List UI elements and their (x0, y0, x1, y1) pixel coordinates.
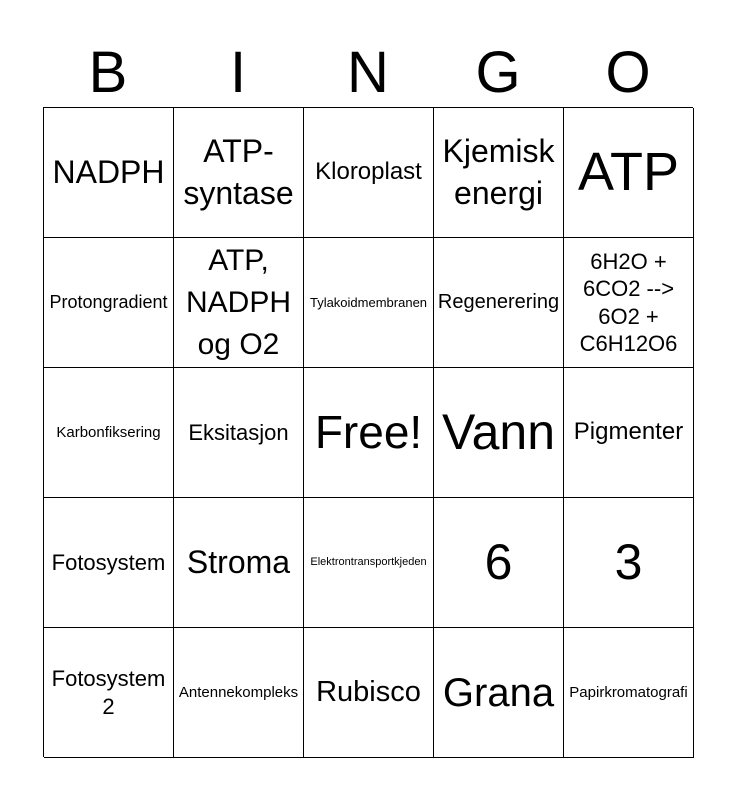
bingo-cell[interactable]: Karbonfiksering (44, 368, 174, 498)
bingo-cell[interactable]: 3 (564, 498, 694, 628)
bingo-cell[interactable]: 6H2O + 6CO2 --> 6O2 + C6H12O6 (564, 238, 694, 368)
header-letter-i: I (229, 40, 247, 105)
bingo-cell[interactable]: Kloroplast (304, 108, 434, 238)
bingo-cell[interactable]: Elektrontransportkjeden (304, 498, 434, 628)
header-letter-o: O (605, 40, 651, 105)
bingo-header (43, 38, 693, 108)
bingo-cell[interactable]: NADPH (44, 108, 174, 238)
bingo-cell[interactable]: Papirkromatografi (564, 628, 694, 758)
bingo-cell[interactable]: Fotosystem (44, 498, 174, 628)
bingo-cell[interactable]: Fotosystem 2 (44, 628, 174, 758)
bingo-cell[interactable]: Pigmenter (564, 368, 694, 498)
bingo-cell[interactable]: Kjemisk energi (434, 108, 564, 238)
header-letter-n: N (347, 40, 389, 105)
bingo-cell[interactable]: Protongradient (44, 238, 174, 368)
bingo-cell[interactable]: Stroma (174, 498, 304, 628)
bingo-cell[interactable]: Eksitasjon (174, 368, 304, 498)
bingo-cell[interactable]: Regenerering (434, 238, 564, 368)
bingo-board (43, 107, 693, 757)
free-space-cell[interactable]: Free! (304, 368, 434, 498)
bingo-cell[interactable]: Rubisco (304, 628, 434, 758)
bingo-cell[interactable]: Antennekompleks (174, 628, 304, 758)
bingo-cell[interactable]: ATP- syntase (174, 108, 304, 238)
bingo-cell[interactable]: Grana (434, 628, 564, 758)
bingo-cell[interactable]: 6 (434, 498, 564, 628)
bingo-cell[interactable]: Tylakoidmembranen (304, 238, 434, 368)
bingo-cell[interactable]: ATP, NADPH og O2 (174, 238, 304, 368)
header-letter-b: B (88, 40, 128, 105)
bingo-cell[interactable]: Vann (434, 368, 564, 498)
header-letter-g: G (475, 40, 521, 105)
bingo-cell[interactable]: ATP (564, 108, 694, 238)
